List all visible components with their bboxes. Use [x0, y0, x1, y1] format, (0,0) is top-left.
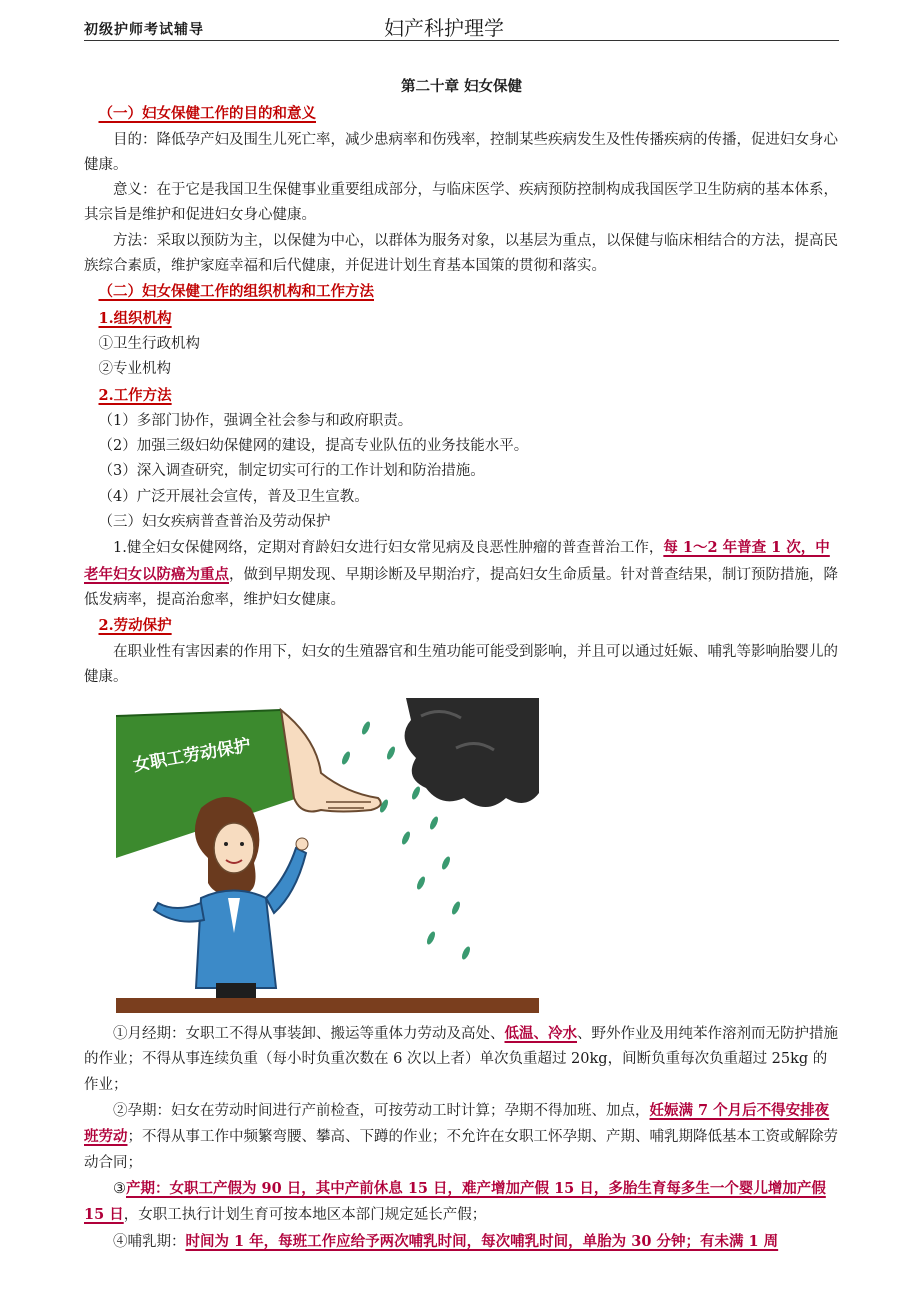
- paragraph-pregnancy-period: [84, 1098, 839, 1176]
- text-run: ，做到早期发现、早期诊断及早期治疗，提高妇女生命质量。针对普查结果，制订预防措施，降低发病率，提高治愈率，维护妇女健康。: [84, 566, 838, 608]
- section-heading-3: （三）妇女疾病普查普治及劳动保护: [98, 514, 331, 531]
- paragraph-maternity-leave: [84, 1176, 839, 1229]
- text-run: 1.健全妇女保健网络，定期对育龄妇女进行妇女常见病及良恶性肿瘤的普查普治工作，: [113, 540, 664, 557]
- header-left-text: 初级护师考试辅导: [84, 22, 204, 38]
- chapter-title: 第二十章 妇女保健: [400, 78, 523, 95]
- highlight-text: 时间为 1 年，每班工作应给予两次哺乳时间，每次哺乳时间，单胎为 30 分钟；有未满 1 周: [185, 1232, 779, 1250]
- paragraph-screening: [84, 535, 839, 613]
- paragraph-meaning: 意义：在于它是我国卫生保健事业重要组成部分，与临床医学、疾病预防控制构成我国医学卫生防病的基本体系，其宗旨是维护和促进妇女身心健康。: [84, 182, 838, 224]
- page-header: [84, 10, 839, 41]
- paragraph-method: 方法：采取以预防为主，以保健为中心，以群体为服务对象，以基层为重点，以保健与临床相结合的方法，提高民族综合素质，维护家庭幸福和后代健康，并促进计划生育基本国策的贯彻和落实。: [84, 232, 838, 275]
- subheading-work-methods: 2.工作方法: [98, 386, 172, 404]
- text-run: ③: [113, 1180, 126, 1197]
- section-heading-1: （一）妇女保健工作的目的和意义: [98, 105, 316, 123]
- paragraph-menstrual-period: [84, 1021, 839, 1098]
- subheading-labor-protection: 2.劳动保护: [98, 617, 172, 635]
- header-title: 妇产科护理学: [384, 16, 504, 40]
- text-run: ①月经期：女职工不得从事装卸、搬运等重体力劳动及高处、: [113, 1026, 505, 1043]
- paragraph-purpose: 目的：降低孕产妇及围生儿死亡率，减少患病率和伤残率，控制某些疾病发生及性传播疾病的传播，促进妇女身心健康。: [84, 131, 838, 173]
- highlight-text: 妊娠满 7 个月后不得安排夜班劳动: [84, 1102, 830, 1146]
- labor-protection-illustration: [116, 698, 539, 1013]
- list-item: （1）多部门协作，强调全社会参与和政府职责。: [98, 412, 413, 429]
- highlight-text: 低温、冷水: [504, 1025, 577, 1043]
- list-item: （4）广泛开展社会宣传，普及卫生宣教。: [98, 488, 369, 505]
- list-item: ①卫生行政机构: [98, 335, 200, 352]
- highlight-text: 产期：女职工产假为 90 日，其中产前休息 15 日，难产增加产假 15 日，多胎生育每多生一个婴儿增加产假 15 日: [84, 1179, 826, 1224]
- paragraph-labor: 在职业性有害因素的作用下，妇女的生殖器官和生殖功能可能受到影响，并且可以通过妊娠、哺乳等影响胎婴儿的健康。: [84, 643, 838, 685]
- list-item: （2）加强三级妇幼保健网的建设，提高专业队伍的业务技能水平。: [98, 438, 529, 455]
- text-run: ④哺乳期：: [113, 1233, 186, 1250]
- section-heading-2: （二）妇女保健工作的组织机构和工作方法: [98, 283, 374, 301]
- text-run: 、野外作业及用纯苯作溶剂而无防护措施的作业；不得从事连续负重（每小时负重次数在 6 次以上者）单次负重超过 20kg，间断负重每次负重超过 25kg 的作业；: [84, 1026, 838, 1093]
- list-item: （3）深入调查研究，制定切实可行的工作计划和防治措施。: [98, 463, 485, 480]
- text-run: ，女职工执行计划生育可按本地区本部门规定延长产假；: [123, 1207, 487, 1224]
- text-run: ②孕期：妇女在劳动时间进行产前检查，可按劳动工时计算；孕期不得加班、加点，: [113, 1103, 650, 1120]
- document-body: [84, 74, 839, 1255]
- text-run: ；不得从事工作中频繁弯腰、攀高、下蹲的作业；不允许在女职工怀孕期、产期、哺乳期降低基本工资或解除劳动合同；: [84, 1129, 838, 1171]
- illustration-banner-text: 女职工劳动保护: [131, 735, 253, 777]
- paragraph-lactation-period: [84, 1229, 839, 1255]
- list-item: ②专业机构: [98, 361, 171, 378]
- highlight-text: 每 1～2 年普查 1 次，中老年妇女以防癌为重点: [84, 539, 830, 583]
- subheading-organization: 1.组织机构: [98, 309, 172, 327]
